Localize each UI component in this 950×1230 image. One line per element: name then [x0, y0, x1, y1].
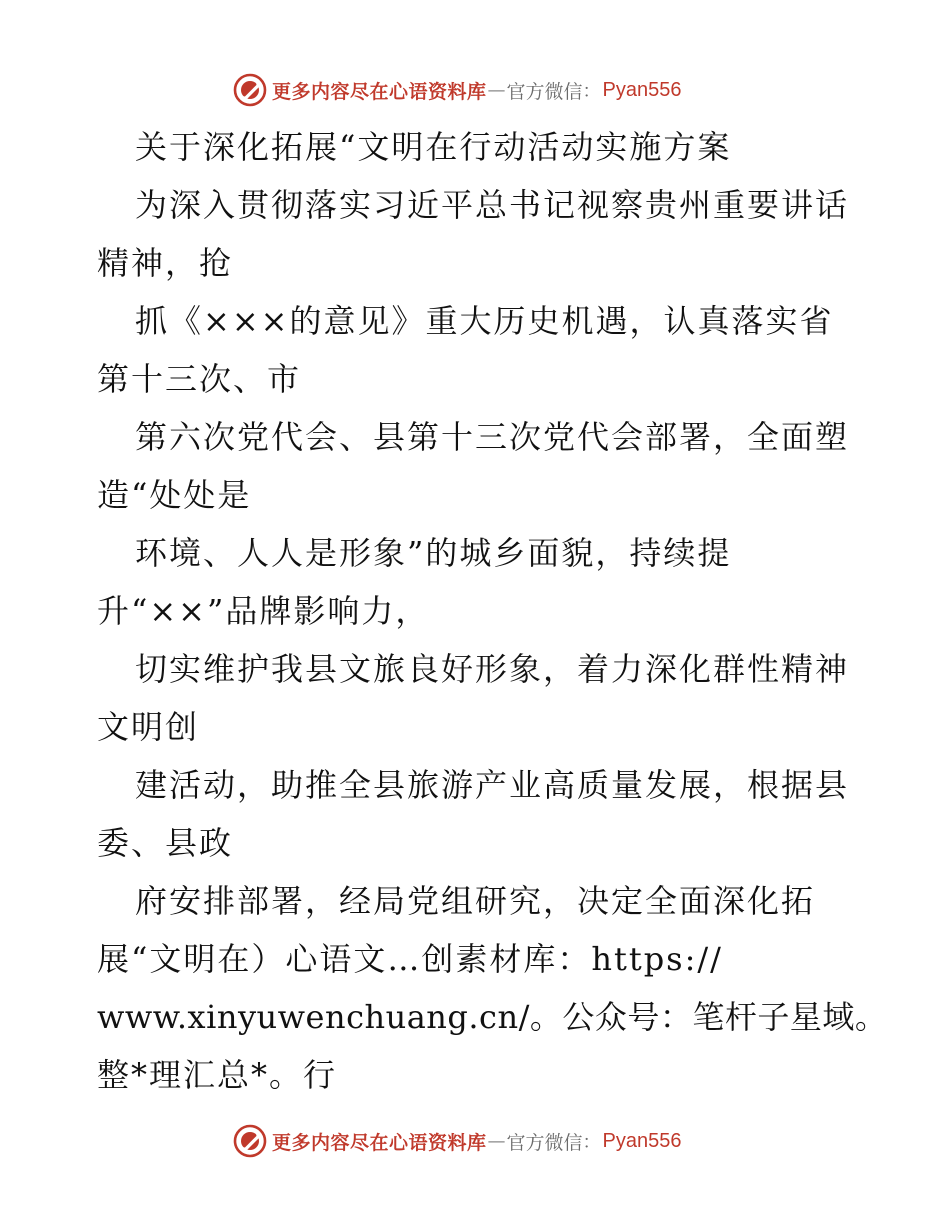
- banner-wechat-id: Pyan556: [602, 1129, 682, 1152]
- paragraph-line: 第十三次、市: [97, 360, 302, 398]
- paragraph-line-url: www.xinyuwenchuang.cn/。公众号：笔杆子星域。: [97, 998, 888, 1036]
- paragraph-line: 建活动，助推全县旅游产业高质量发展，根据县: [135, 766, 850, 804]
- paragraph-line: 为深入贯彻落实习近平总书记视察贵州重要讲话: [135, 186, 850, 224]
- banner-separator: —: [487, 1130, 506, 1152]
- banner-wechat-id: Pyan556: [602, 78, 682, 101]
- banner-separator: —: [487, 79, 506, 101]
- pen-nib-logo-icon: [232, 72, 268, 108]
- banner-colon: ：: [582, 81, 601, 102]
- banner-wechat-label: 官方微信: [506, 80, 583, 103]
- banner-colon: ：: [582, 1132, 601, 1153]
- paragraph-line: 抓《×××的意见》重大历史机遇，认真落实省: [135, 302, 834, 340]
- footer-watermark-banner: [232, 1121, 682, 1161]
- paragraph-line: 第六次党代会、县第十三次党代会部署，全面塑: [135, 418, 850, 456]
- banner-wechat-label: 官方微信: [506, 1131, 583, 1154]
- paragraph-line: 精神，抢: [97, 244, 234, 282]
- paragraph-line: 府安排部署，经局党组研究，决定全面深化拓: [135, 882, 816, 920]
- pen-nib-logo-icon: [232, 1123, 268, 1159]
- header-watermark-banner: [232, 70, 682, 110]
- paragraph-line: 展“文明在）心语文…创素材库：https://: [97, 940, 723, 978]
- paragraph-line: 整*理汇总*。行: [97, 1056, 338, 1094]
- paragraph-line: 委、县政: [97, 824, 234, 862]
- paragraph-line: 文明创: [97, 708, 200, 746]
- banner-text: 更多内容尽在心语资料库: [272, 80, 487, 103]
- paragraph-line: 环境、人人是形象”的城乡面貌，持续提: [135, 534, 732, 572]
- document-title: 关于深化拓展“文明在行动活动实施方案: [135, 128, 732, 166]
- paragraph-line: 切实维护我县文旅良好形象，着力深化群性精神: [135, 650, 850, 688]
- banner-text: 更多内容尽在心语资料库: [272, 1131, 487, 1154]
- paragraph-line: 造“处处是: [97, 476, 252, 514]
- paragraph-line: 升“××”品牌影响力，: [97, 592, 430, 630]
